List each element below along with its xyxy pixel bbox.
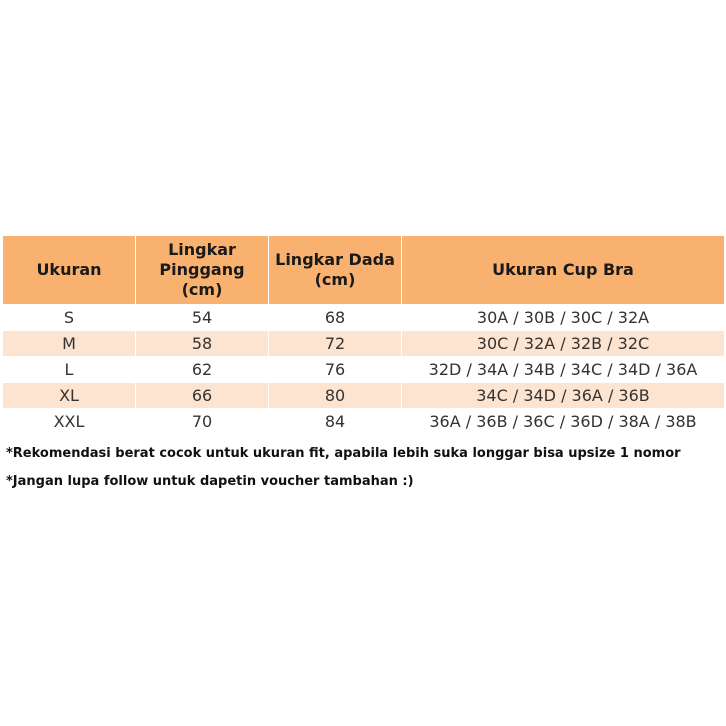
cell-chest: 72: [269, 331, 402, 357]
cell-size: S: [3, 305, 136, 331]
table-row: [3, 305, 725, 331]
note-size-recommendation: *Rekomendasi berat cocok untuk ukuran fit, apabila lebih suka longgar bisa upsize 1 nomor: [6, 446, 681, 461]
cell-waist: 62: [136, 357, 269, 383]
header-waist-line-1: Lingkar: [168, 240, 236, 259]
cell-waist: 58: [136, 331, 269, 357]
cell-chest: 84: [269, 409, 402, 435]
header-cup-label: Ukuran Cup Bra: [492, 260, 634, 279]
header-waist-line-2: Pinggang: [159, 260, 245, 279]
header-cup: [402, 236, 725, 305]
cell-waist: 54: [136, 305, 269, 331]
header-waist-line-3: (cm): [181, 280, 223, 299]
cell-size: XL: [3, 383, 136, 409]
header-waist: [136, 236, 269, 305]
notes-section: [6, 444, 722, 492]
cell-size: L: [3, 357, 136, 383]
table-row: [3, 331, 725, 357]
table-row: [3, 409, 725, 435]
cell-chest: 68: [269, 305, 402, 331]
cell-cup: 34C / 34D / 36A / 36B: [402, 383, 725, 409]
table-row: [3, 357, 725, 383]
cell-cup: 30C / 32A / 32B / 32C: [402, 331, 725, 357]
table-header-row: [3, 236, 725, 305]
cell-chest: 76: [269, 357, 402, 383]
cell-size: M: [3, 331, 136, 357]
cell-waist: 66: [136, 383, 269, 409]
cell-size: XXL: [3, 409, 136, 435]
table-row: [3, 383, 725, 409]
cell-cup: 36A / 36B / 36C / 36D / 38A / 38B: [402, 409, 725, 435]
note-follow-voucher: *Jangan lupa follow untuk dapetin voucher tambahan :): [6, 474, 414, 489]
header-chest-line-1: Lingkar Dada: [275, 250, 395, 269]
header-size-label: Ukuran: [36, 260, 102, 279]
cell-waist: 70: [136, 409, 269, 435]
cell-cup: 32D / 34A / 34B / 34C / 34D / 36A: [402, 357, 725, 383]
size-chart-table: [2, 235, 725, 435]
header-chest-line-2: (cm): [314, 270, 356, 289]
header-size: [3, 236, 136, 305]
cell-chest: 80: [269, 383, 402, 409]
cell-cup: 30A / 30B / 30C / 32A: [402, 305, 725, 331]
header-chest: [269, 236, 402, 305]
